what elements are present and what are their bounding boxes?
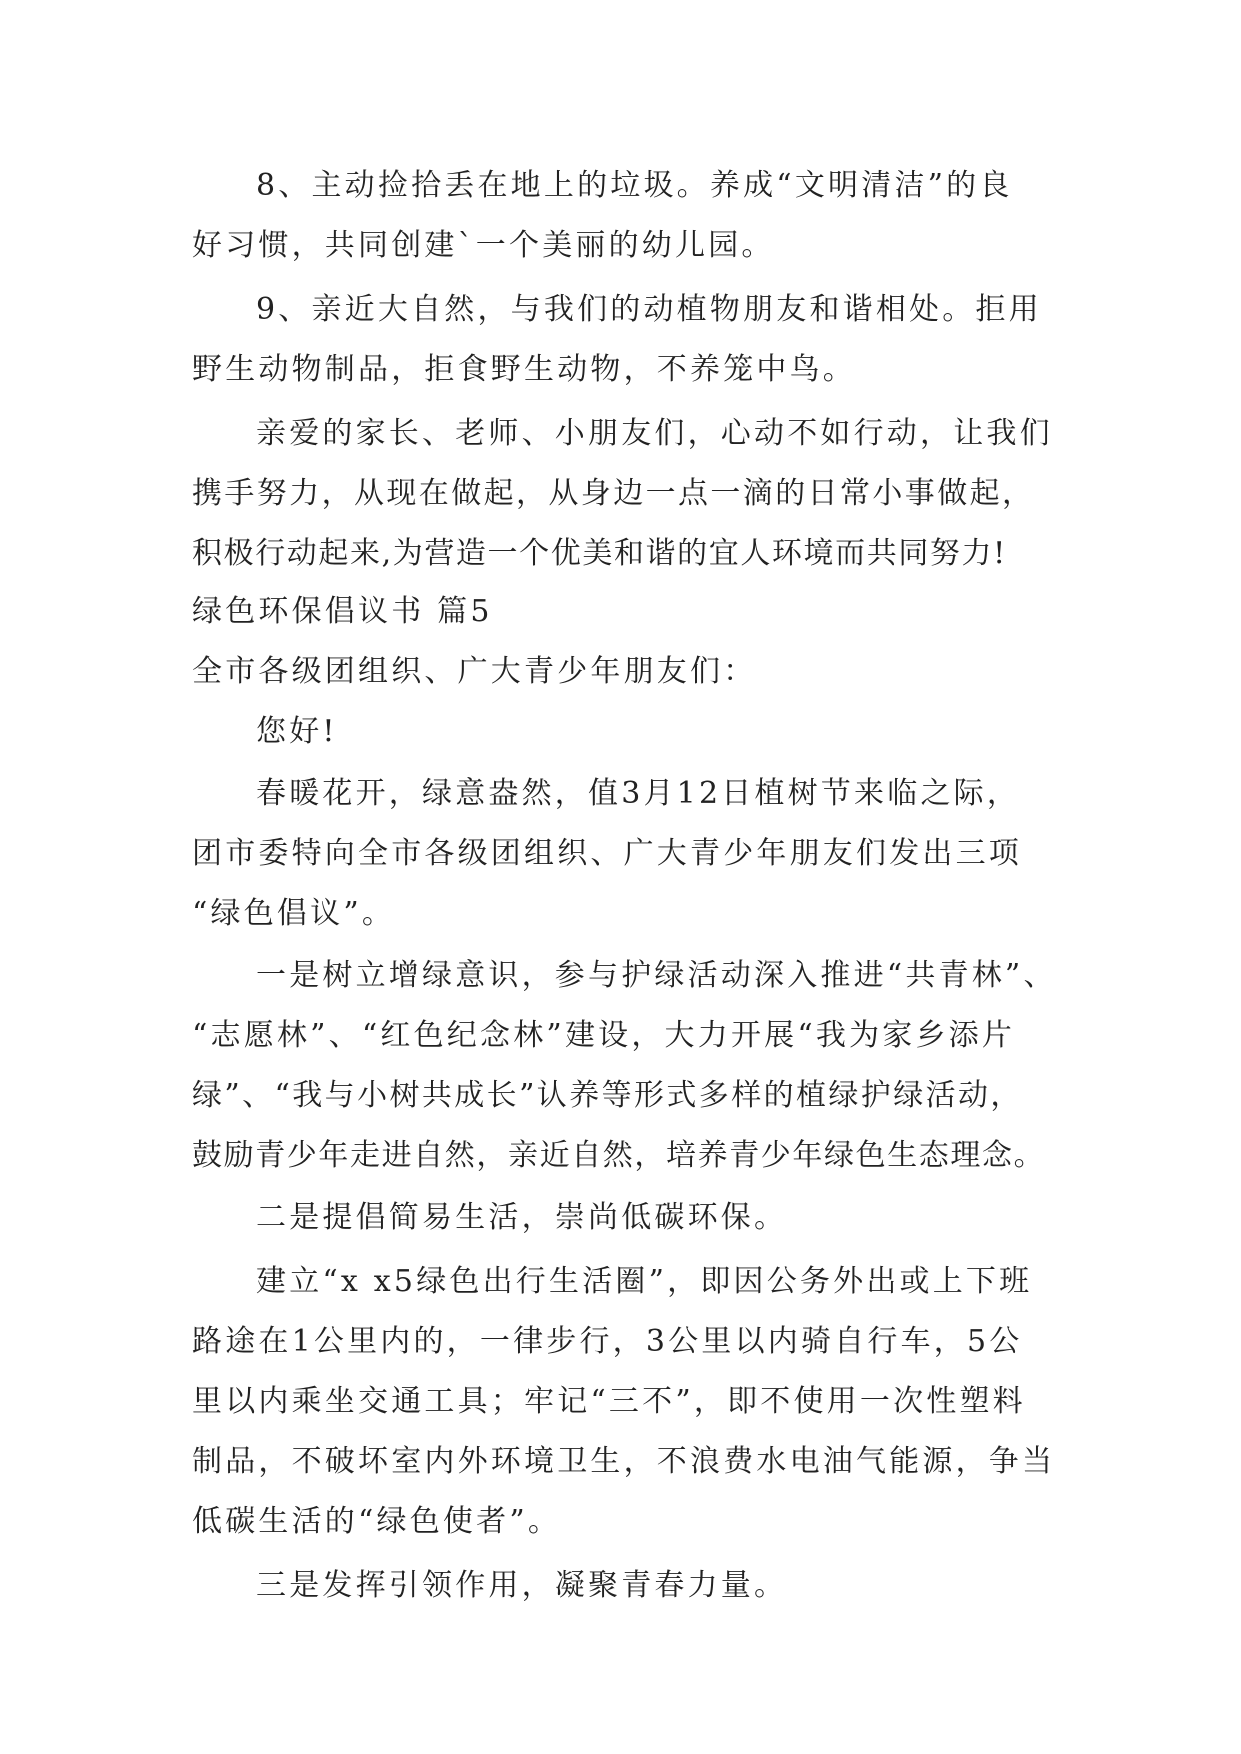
paragraph-line: 携手努力，从现在做起，从身边一点一滴的日常小事做起， — [192, 476, 1035, 511]
paragraph-line: 积极行动起来,为营造一个优美和谐的宜人环境而共同努力! — [192, 536, 1007, 571]
paragraph-line: 春暖花开，绿意盎然，值3月12日植树节来临之际， — [256, 776, 1021, 811]
paragraph-line: 一是树立增绿意识，参与护绿活动深入推进“共青林”、 — [256, 958, 1057, 993]
paragraph-line: 鼓励青少年走进自然，亲近自然，培养青少年绿色生态理念。 — [192, 1138, 1046, 1173]
paragraph-line: 三是发挥引领作用，凝聚青春力量。 — [256, 1568, 788, 1603]
paragraph-line: 建立“x x5绿色出行生活圈”，即因公务外出或上下班 — [256, 1264, 1033, 1299]
paragraph-line: 亲爱的家长、老师、小朋友们，心动不如行动，让我们 — [256, 416, 1053, 451]
paragraph-line: 绿”、“我与小树共成长”认养等形式多样的植绿护绿活动， — [192, 1078, 1023, 1113]
section-heading: 绿色环保倡议书 篇5 — [192, 594, 493, 629]
paragraph-line: 路途在1公里内的，一律步行，3公里以内骑自行车，5公 — [192, 1324, 1023, 1359]
paragraph-line: 好习惯，共同创建`一个美丽的幼儿园。 — [192, 228, 775, 263]
paragraph-line: 二是提倡简易生活，崇尚低碳环保。 — [256, 1200, 788, 1235]
paragraph-line: 制品，不破坏室内外环境卫生，不浪费水电油气能源，争当 — [192, 1444, 1056, 1479]
paragraph-line: 8、主动捡拾丢在地上的垃圾。养成“文明清洁”的良 — [256, 168, 1013, 203]
paragraph-line: 团市委特向全市各级团组织、广大青少年朋友们发出三项 — [192, 836, 1022, 871]
paragraph-line: “志愿林”、“红色纪念林”建设，大力开展“我为家乡添片 — [192, 1018, 1016, 1053]
paragraph-line: “绿色倡议”。 — [192, 896, 396, 931]
paragraph-line: 野生动物制品，拒食野生动物，不养笼中鸟。 — [192, 352, 856, 387]
paragraph-line: 里以内乘坐交通工具；牢记“三不”，即不使用一次性塑料 — [192, 1384, 1026, 1419]
salutation: 全市各级团组织、广大青少年朋友们： — [192, 654, 757, 689]
paragraph-line: 低碳生活的“绿色使者”。 — [192, 1504, 562, 1539]
paragraph-line: 9、亲近大自然，与我们的动植物朋友和谐相处。拒用 — [256, 292, 1042, 327]
greeting: 您好! — [256, 714, 338, 749]
